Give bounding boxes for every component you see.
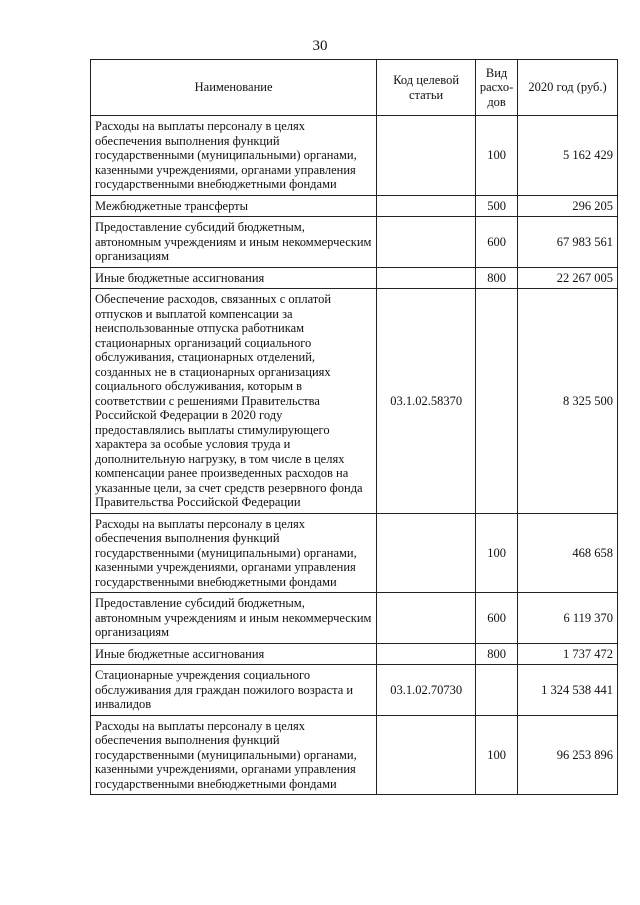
row-name: Иные бюджетные ассигнования xyxy=(91,267,377,289)
page-number: 30 xyxy=(312,38,328,54)
row-code xyxy=(377,593,476,644)
row-code xyxy=(377,267,476,289)
row-amount: 22 267 005 xyxy=(518,267,618,289)
table-header-row xyxy=(91,60,618,116)
header-type: Вид расхо-дов xyxy=(476,60,518,116)
table-row xyxy=(91,195,618,217)
row-name: Расходы на выплаты персоналу в целях обеспечения выполнения функций государственными (муниципальными) органами, казенными учреждениями, органами управления государственными внебюджетными фондами xyxy=(91,513,377,593)
row-name: Межбюджетные трансферты xyxy=(91,195,377,217)
row-name: Стационарные учреждения социального обслуживания для граждан пожилого возраста и инвалидов xyxy=(91,665,377,716)
row-amount: 468 658 xyxy=(518,513,618,593)
table-row xyxy=(91,267,618,289)
table-row xyxy=(91,593,618,644)
row-name: Иные бюджетные ассигнования xyxy=(91,643,377,665)
row-type: 600 xyxy=(476,217,518,268)
row-type: 600 xyxy=(476,593,518,644)
table-row xyxy=(91,116,618,196)
table-row xyxy=(91,513,618,593)
row-name: Расходы на выплаты персоналу в целях обеспечения выполнения функций государственными (муниципальными) органами, казенными учреждениями, органами управления государственными внебюджетными фондами xyxy=(91,116,377,196)
row-code xyxy=(377,715,476,795)
row-amount: 6 119 370 xyxy=(518,593,618,644)
row-amount: 5 162 429 xyxy=(518,116,618,196)
row-type: 100 xyxy=(476,116,518,196)
row-amount: 296 205 xyxy=(518,195,618,217)
budget-table xyxy=(90,59,618,795)
table-row xyxy=(91,665,618,716)
row-type: 800 xyxy=(476,643,518,665)
header-code: Код целевой статьи xyxy=(377,60,476,116)
row-type: 100 xyxy=(476,513,518,593)
row-name: Обеспечение расходов, связанных с оплатой отпусков и выплатой компенсации за неиспользованные отпуска работникам стационарных организаций социального обслуживания, стационарных отделений, созданных не в стационарных организациях социального обслуживания, которым в соответствии с решениями Правительства Российской Федерации в 2020 году предоставлялись выплаты стимулирующего характера за особые условия труда и дополнительную нагрузку, в том числе в целях компенсации ранее произведенных расходов на указанные цели, за счет средств резервного фонда Правительства Российской Федерации xyxy=(91,289,377,514)
header-name: Наименование xyxy=(91,60,377,116)
row-code: 03.1.02.70730 xyxy=(377,665,476,716)
row-code xyxy=(377,643,476,665)
row-type: 500 xyxy=(476,195,518,217)
row-code: 03.1.02.58370 xyxy=(377,289,476,514)
row-code xyxy=(377,116,476,196)
row-amount: 1 324 538 441 xyxy=(518,665,618,716)
row-type: 800 xyxy=(476,267,518,289)
table-row xyxy=(91,217,618,268)
row-amount: 8 325 500 xyxy=(518,289,618,514)
table-row xyxy=(91,289,618,514)
row-name: Расходы на выплаты персоналу в целях обеспечения выполнения функций государственными (муниципальными) органами, казенными учреждениями, органами управления государственными внебюджетными фондами xyxy=(91,715,377,795)
row-type xyxy=(476,289,518,514)
row-amount: 1 737 472 xyxy=(518,643,618,665)
row-code xyxy=(377,513,476,593)
row-name: Предоставление субсидий бюджетным, автономным учреждениям и иным некоммерческим организациям xyxy=(91,217,377,268)
row-amount: 96 253 896 xyxy=(518,715,618,795)
row-type xyxy=(476,665,518,716)
row-amount: 67 983 561 xyxy=(518,217,618,268)
row-name: Предоставление субсидий бюджетным, автономным учреждениям и иным некоммерческим организациям xyxy=(91,593,377,644)
row-type: 100 xyxy=(476,715,518,795)
row-code xyxy=(377,217,476,268)
row-code xyxy=(377,195,476,217)
header-amount: 2020 год (руб.) xyxy=(518,60,618,116)
table-row xyxy=(91,643,618,665)
table-row xyxy=(91,715,618,795)
